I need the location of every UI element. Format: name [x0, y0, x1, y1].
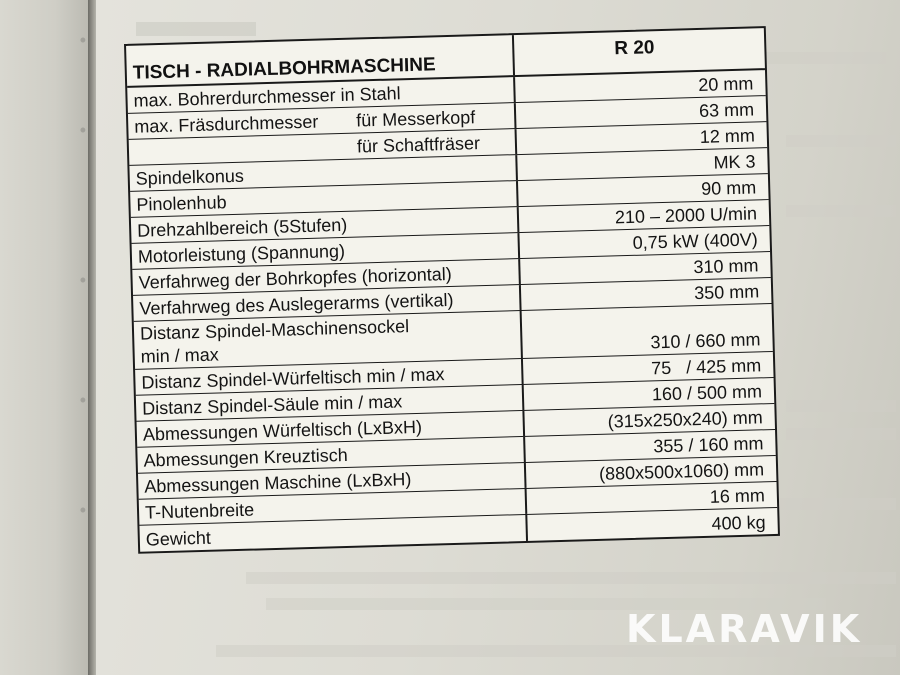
spec-label: Motorleistung (Spannung) [137, 240, 346, 267]
spec-value: 63 mm [698, 99, 755, 121]
watermark-text: KLARAVIK [626, 607, 863, 651]
spec-value: 350 mm [693, 281, 760, 304]
spec-label: Spindelkonus [135, 165, 245, 189]
model-name: R 20 [614, 37, 655, 60]
spec-value: 90 mm [700, 177, 757, 199]
spec-label: Distanz Spindel-Maschinensockel [139, 316, 410, 344]
left-page-bleed-text: • [79, 270, 86, 290]
spec-sublabel: für Schaftfräser [356, 133, 481, 157]
spec-value: 20 mm [698, 73, 754, 95]
spec-label: Abmessungen Würfeltisch (LxBxH) [142, 416, 423, 445]
spec-label: Distanz Spindel-Säule min / max [141, 391, 403, 419]
spec-sublabel: für Messerkopf [355, 107, 476, 131]
model-cell [514, 28, 765, 75]
spec-value: 355 / 160 mm [653, 433, 764, 457]
spec-label: Verfahrweg des Auslegerarms (vertikal) [139, 289, 454, 319]
spec-label: max. Fräsdurchmesser [134, 111, 319, 137]
spec-value: 75 / 425 mm [650, 355, 762, 379]
spec-label: Abmessungen Maschine (LxBxH) [144, 469, 412, 497]
spec-value-cell [522, 304, 773, 358]
spec-label-line2: min / max [140, 344, 220, 367]
spec-value: (315x250x240) mm [607, 407, 763, 432]
left-page-bleed-text: • [79, 120, 86, 140]
spec-table [124, 26, 780, 554]
spec-label: Drehzahlbereich (5Stufen) [136, 214, 348, 241]
spec-label: Gewicht [145, 527, 212, 550]
spec-value: MK 3 [713, 151, 756, 173]
spec-label: Verfahrweg der Bohrkopfes (horizontal) [138, 263, 452, 293]
spec-value-cell [527, 508, 778, 541]
spec-value: 310 / 660 mm [650, 329, 761, 353]
left-page [0, 0, 92, 675]
watermark-logo [626, 607, 876, 651]
spec-value: 16 mm [709, 485, 766, 507]
spec-label: Abmessungen Kreuztisch [143, 444, 348, 471]
left-page-bleed-text: • [79, 500, 86, 520]
left-page-bleed-text: • [79, 390, 86, 410]
spec-value: 0,75 kW (400V) [632, 229, 758, 253]
left-page-bleed-text: • [79, 30, 86, 50]
spec-value: 210 – 2000 U/min [614, 203, 758, 228]
spec-value: 400 kg [711, 512, 766, 534]
spec-value: 310 mm [693, 255, 759, 278]
spec-value: 12 mm [699, 125, 756, 147]
spec-label: max. Bohrerdurchmesser in Stahl [133, 83, 401, 111]
spec-label: T-Nutenbreite [144, 499, 255, 523]
spec-value: 160 / 500 mm [651, 381, 763, 405]
spec-label: Distanz Spindel-Würfeltisch min / max [141, 364, 445, 393]
machine-title: TISCH - RADIALBOHRMASCHINE [132, 54, 436, 84]
spec-label: Pinolenhub [136, 192, 227, 215]
spec-value: (880x500x1060) mm [598, 459, 765, 484]
